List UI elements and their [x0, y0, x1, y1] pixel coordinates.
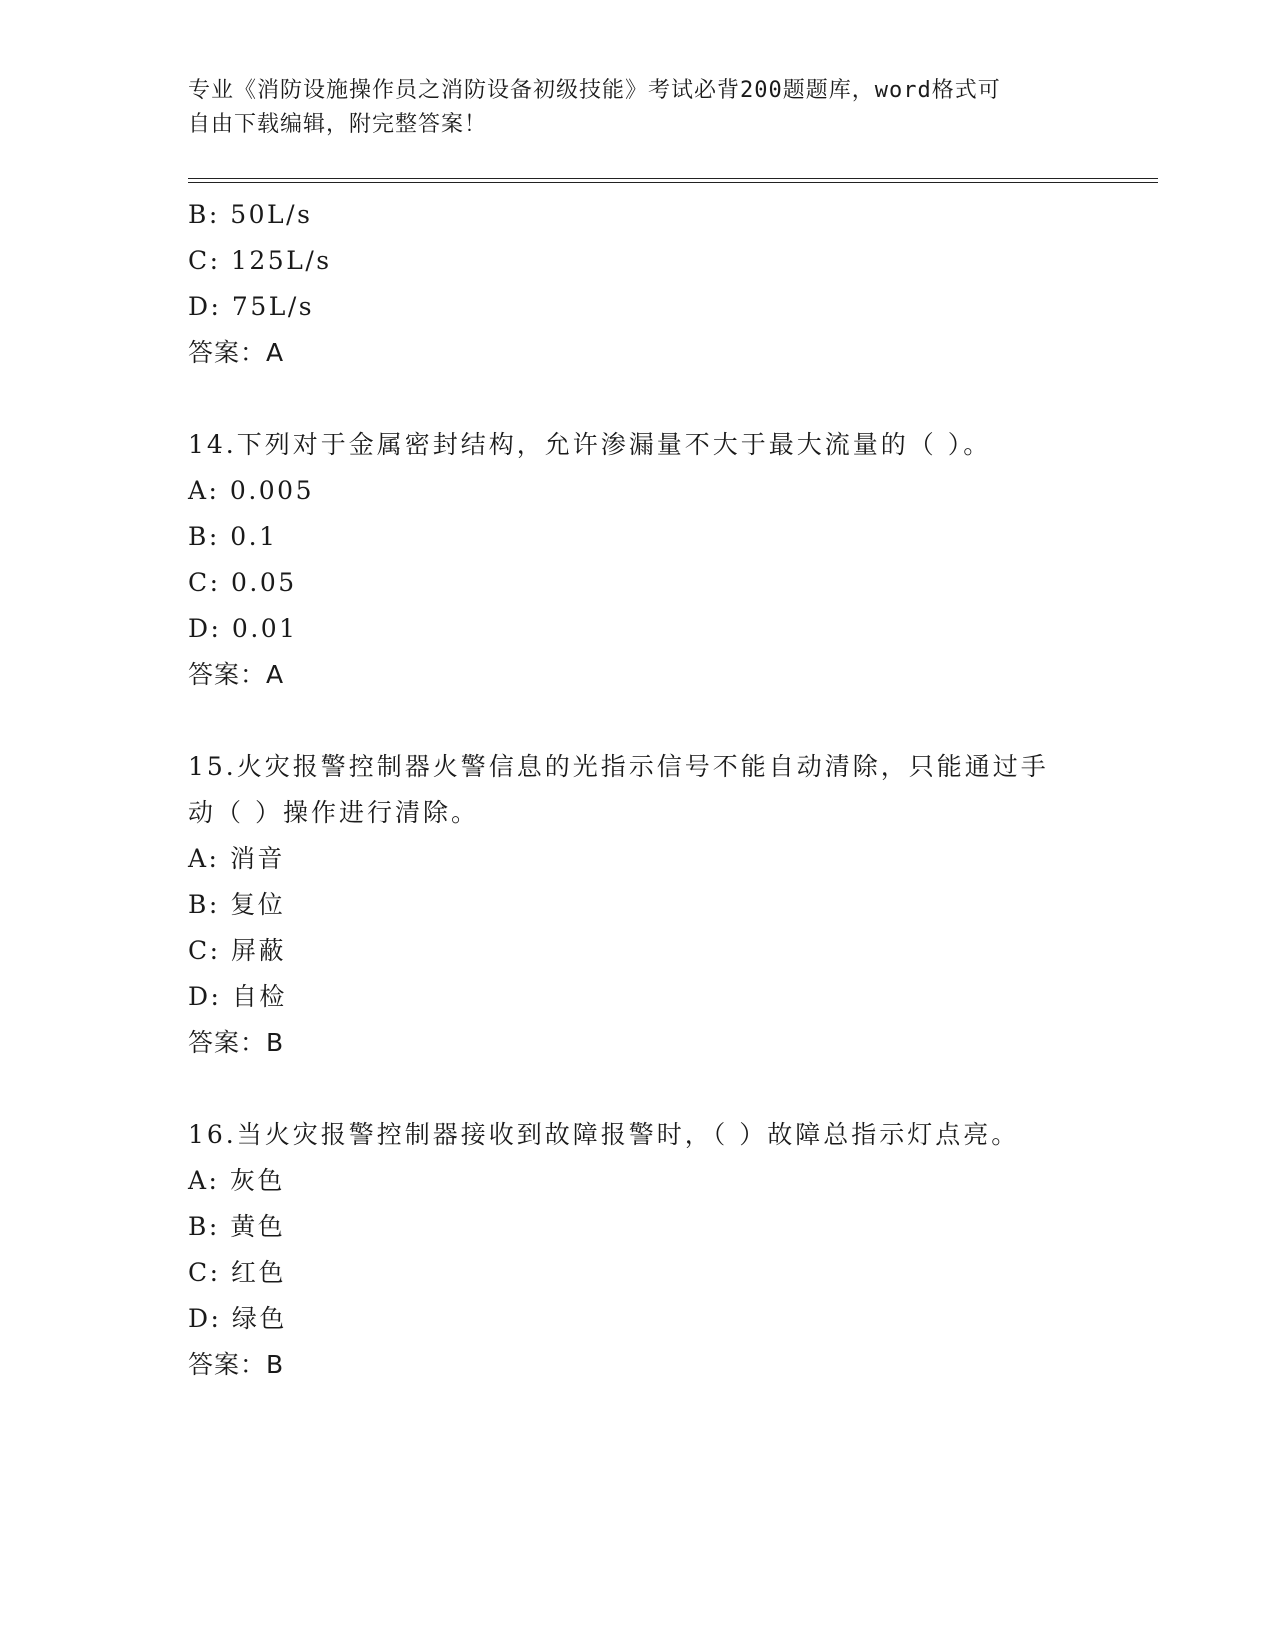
- header-divider: [188, 178, 1158, 183]
- header-title-line-1: 专业《消防设施操作员之消防设备初级技能》考试必背200题题库，word格式可: [188, 78, 1001, 103]
- answer-line: 答案：A: [188, 660, 285, 689]
- question-14: [188, 422, 1088, 698]
- option-a: A: 消音: [188, 844, 285, 873]
- option-b: B: 50L/s: [188, 200, 313, 229]
- option-d: D: 自检: [188, 982, 287, 1011]
- option-d: D: 绿色: [188, 1304, 287, 1333]
- spacer: [188, 376, 1088, 422]
- question-stem: 16.当火灾报警控制器接收到故障报警时，（ ）故障总指示灯点亮。: [188, 1120, 1020, 1149]
- option-b: B: 0.1: [188, 522, 278, 551]
- question-list: [188, 192, 1088, 1388]
- option-b: B: 黄色: [188, 1212, 286, 1241]
- answer-line: 答案：B: [188, 1350, 285, 1379]
- option-c: C: 红色: [188, 1258, 286, 1287]
- option-a: A: 灰色: [188, 1166, 285, 1195]
- option-a: A: 0.005: [188, 476, 314, 505]
- spacer: [188, 698, 1088, 744]
- option-c: C: 屏蔽: [188, 936, 286, 965]
- answer-line: 答案：A: [188, 338, 285, 367]
- header-title-line-2: 自由下载编辑，附完整答案！: [188, 112, 488, 137]
- question-16: [188, 1112, 1088, 1388]
- spacer: [188, 1066, 1088, 1112]
- option-b: B: 复位: [188, 890, 286, 919]
- document-header: [188, 74, 1088, 142]
- option-c: C: 125L/s: [188, 246, 332, 275]
- question-13-continued: [188, 192, 1088, 376]
- option-d: D: 0.01: [188, 614, 298, 643]
- option-c: C: 0.05: [188, 568, 297, 597]
- answer-line: 答案：B: [188, 1028, 285, 1057]
- question-stem: 14.下列对于金属密封结构，允许渗漏量不大于最大流量的（ ）。: [188, 430, 992, 459]
- option-d: D: 75L/s: [188, 292, 315, 321]
- question-15: [188, 744, 1088, 1066]
- question-stem: 15.火灾报警控制器火警信息的光指示信号不能自动清除，只能通过手动（ ）操作进行清除。: [188, 752, 1049, 827]
